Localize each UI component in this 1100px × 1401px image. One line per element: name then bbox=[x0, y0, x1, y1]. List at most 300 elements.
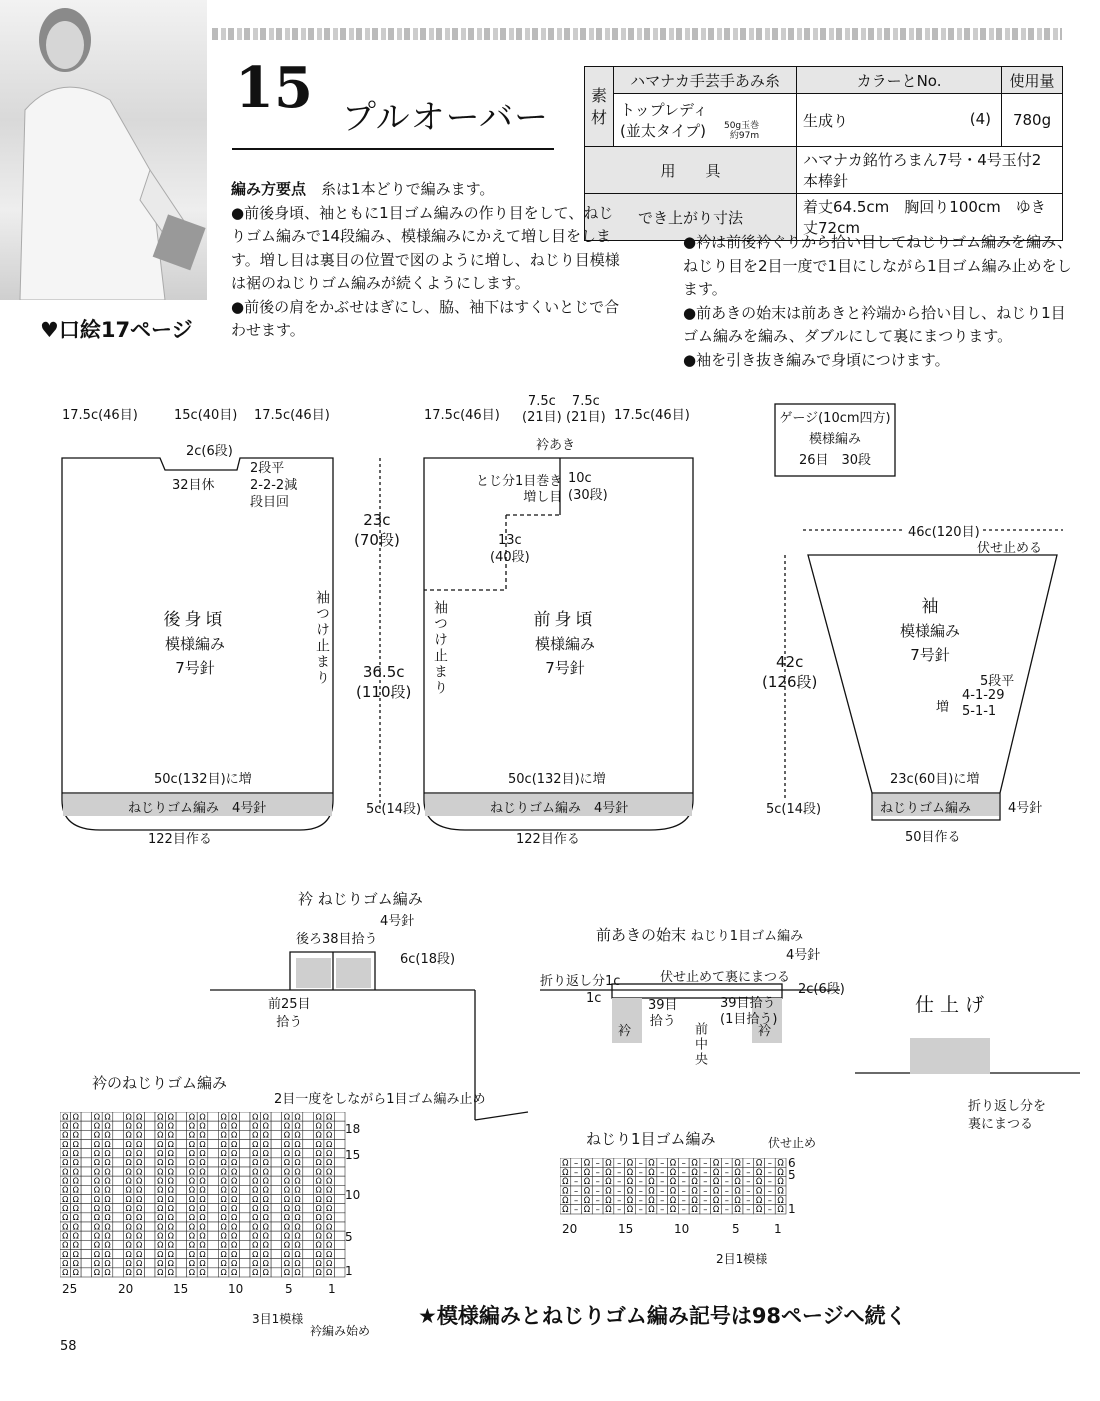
stitch-symbol: Ω bbox=[136, 1267, 143, 1278]
stitch-cell bbox=[176, 1268, 187, 1277]
stitch-symbol: Ω bbox=[72, 1267, 79, 1278]
stitch-symbol: Ω bbox=[315, 1166, 322, 1177]
stitch-cell bbox=[334, 1130, 345, 1139]
stitch-cell bbox=[81, 1250, 92, 1259]
stitch-symbol: – bbox=[660, 1158, 665, 1168]
stitch-symbol: Ω bbox=[691, 1166, 698, 1177]
stitch-symbol: Ω bbox=[62, 1112, 69, 1122]
stitch-cell bbox=[208, 1121, 219, 1130]
stitch-cell bbox=[334, 1158, 345, 1167]
stitch-symbol: Ω bbox=[104, 1267, 111, 1278]
stitch-symbol: Ω bbox=[136, 1221, 143, 1232]
stitch-symbol: Ω bbox=[562, 1194, 569, 1205]
stitch-symbol: Ω bbox=[125, 1157, 132, 1168]
stitch-cell bbox=[208, 1240, 219, 1249]
stitch-symbol: Ω bbox=[167, 1258, 174, 1268]
stitch-symbol: Ω bbox=[188, 1221, 196, 1232]
sleeve-top: 46c(120目) bbox=[905, 521, 983, 540]
stitch-symbol: Ω bbox=[93, 1184, 101, 1195]
stitch-cell bbox=[81, 1195, 92, 1204]
stitch-symbol: Ω bbox=[669, 1204, 677, 1215]
collar-right-band bbox=[336, 958, 371, 988]
stitch-symbol: Ω bbox=[326, 1239, 333, 1250]
stitch-symbol: Ω bbox=[262, 1221, 269, 1232]
stitch-symbol: Ω bbox=[777, 1166, 784, 1177]
stitch-symbol: Ω bbox=[777, 1194, 784, 1205]
stitch-symbol: Ω bbox=[691, 1194, 698, 1205]
stitch-symbol: Ω bbox=[231, 1148, 238, 1158]
collar-col-label: 5 bbox=[285, 1282, 293, 1296]
stitch-symbol: – bbox=[681, 1185, 686, 1196]
stitch-symbol: – bbox=[595, 1185, 600, 1196]
stitch-symbol: Ω bbox=[326, 1221, 333, 1232]
stitch-symbol: Ω bbox=[605, 1166, 612, 1177]
stitch-symbol: Ω bbox=[231, 1239, 238, 1250]
collar-chart-start: 衿編み始め bbox=[310, 1324, 371, 1338]
stitch-symbol: Ω bbox=[326, 1175, 333, 1186]
back-neck-depth: 2c(6段) bbox=[186, 444, 233, 459]
stitch-symbol: Ω bbox=[93, 1138, 101, 1149]
stitch-symbol: Ω bbox=[220, 1166, 227, 1177]
stitch-symbol: Ω bbox=[93, 1112, 101, 1122]
stitch-symbol: Ω bbox=[262, 1193, 269, 1204]
stitch-symbol: Ω bbox=[199, 1148, 206, 1158]
rib-row-label: 1 bbox=[788, 1202, 796, 1216]
stitch-symbol: Ω bbox=[167, 1239, 174, 1250]
stitch-cell bbox=[303, 1130, 314, 1139]
stitch-cell bbox=[113, 1167, 124, 1176]
stitch-symbol: Ω bbox=[283, 1138, 291, 1149]
stitch-symbol: Ω bbox=[72, 1248, 79, 1259]
placket-title: 前あきの始末 ねじり1目ゴム編み bbox=[596, 926, 804, 944]
sleeve-needle: 7号針 bbox=[910, 646, 950, 664]
collar-chart-repeat: 3目1模様 bbox=[252, 1312, 304, 1326]
stitch-symbol: Ω bbox=[626, 1194, 634, 1205]
stitch-symbol: Ω bbox=[252, 1120, 259, 1131]
placket-needle: 4号針 bbox=[786, 948, 821, 963]
gauge-box bbox=[778, 408, 892, 471]
stitch-symbol: – bbox=[681, 1194, 686, 1205]
stitch-cell bbox=[208, 1140, 219, 1149]
stitch-symbol: Ω bbox=[326, 1112, 333, 1122]
stitch-symbol: Ω bbox=[167, 1267, 174, 1278]
stitch-symbol: Ω bbox=[315, 1203, 322, 1213]
stitch-cell bbox=[113, 1195, 124, 1204]
stitch-symbol: Ω bbox=[125, 1138, 132, 1149]
stitch-symbol: Ω bbox=[62, 1157, 69, 1168]
collar-row-label: 15 bbox=[345, 1148, 361, 1162]
stitch-cell bbox=[81, 1240, 92, 1249]
stitch-symbol: Ω bbox=[167, 1120, 174, 1131]
stitch-symbol: Ω bbox=[62, 1193, 69, 1204]
stitch-symbol: Ω bbox=[157, 1267, 164, 1278]
stitch-symbol: Ω bbox=[262, 1148, 269, 1158]
yarn-type: (並太タイプ) bbox=[620, 122, 706, 140]
stitch-symbol: Ω bbox=[220, 1258, 227, 1268]
stitch-cell bbox=[113, 1204, 124, 1213]
stitch-cell bbox=[176, 1222, 187, 1231]
placket-pick-left: 39目 拾う bbox=[648, 998, 678, 1029]
stitch-cell bbox=[239, 1185, 250, 1194]
stitch-symbol: Ω bbox=[188, 1148, 196, 1158]
stitch-cell bbox=[208, 1268, 219, 1277]
stitch-cell bbox=[239, 1240, 250, 1249]
stitch-symbol: Ω bbox=[294, 1157, 301, 1168]
front-top-right: 17.5c(46目) bbox=[614, 408, 690, 423]
stitch-symbol: – bbox=[660, 1185, 665, 1196]
stitch-symbol: Ω bbox=[262, 1175, 269, 1186]
stitch-cell bbox=[81, 1158, 92, 1167]
stitch-symbol: Ω bbox=[755, 1176, 763, 1187]
stitch-symbol: Ω bbox=[72, 1157, 79, 1168]
stitch-symbol: Ω bbox=[157, 1203, 164, 1213]
stitch-symbol: – bbox=[617, 1158, 622, 1168]
stitch-symbol: Ω bbox=[262, 1239, 269, 1250]
stitch-symbol: – bbox=[660, 1194, 665, 1205]
stitch-cell bbox=[81, 1176, 92, 1185]
rib-chart-bind: 伏せ止め bbox=[768, 1136, 817, 1150]
stitch-cell bbox=[271, 1121, 282, 1130]
stitch-cell bbox=[271, 1240, 282, 1249]
stitch-symbol: Ω bbox=[315, 1157, 322, 1168]
stitch-symbol: Ω bbox=[315, 1230, 322, 1241]
stitch-symbol: Ω bbox=[167, 1203, 174, 1213]
stitch-symbol: Ω bbox=[125, 1230, 132, 1241]
stitch-symbol: Ω bbox=[188, 1203, 196, 1213]
stitch-cell bbox=[81, 1222, 92, 1231]
stitch-symbol: Ω bbox=[262, 1129, 269, 1140]
back-h-upper: 23c (70段) bbox=[354, 511, 400, 549]
stitch-symbol: Ω bbox=[755, 1166, 763, 1177]
yarn-name: トップレディ bbox=[620, 101, 708, 119]
pattern-title: プルオーバー bbox=[342, 98, 549, 138]
stitch-symbol: Ω bbox=[167, 1221, 174, 1232]
stitch-cell bbox=[303, 1149, 314, 1158]
stitch-symbol: Ω bbox=[283, 1166, 291, 1177]
stitch-cell bbox=[176, 1121, 187, 1130]
color-name: 生成り bbox=[803, 111, 849, 130]
stitch-symbol: Ω bbox=[72, 1148, 79, 1158]
stitch-symbol: – bbox=[681, 1204, 686, 1215]
rib-col-label: 5 bbox=[732, 1222, 740, 1236]
collar-chart-note: 2目一度をしながら1目ゴム編み止め bbox=[274, 1092, 486, 1107]
stitch-cell bbox=[303, 1268, 314, 1277]
stitch-symbol: – bbox=[595, 1176, 600, 1187]
stitch-symbol: Ω bbox=[315, 1148, 322, 1158]
stitch-symbol: Ω bbox=[157, 1129, 164, 1140]
stitch-symbol: – bbox=[767, 1194, 772, 1205]
stitch-symbol: Ω bbox=[283, 1221, 291, 1232]
stitch-symbol: Ω bbox=[315, 1138, 322, 1149]
stitch-cell bbox=[334, 1231, 345, 1240]
collar-col-label: 25 bbox=[62, 1282, 78, 1296]
stitch-cell bbox=[144, 1204, 155, 1213]
stitch-cell bbox=[239, 1259, 250, 1268]
stitch-symbol: Ω bbox=[262, 1212, 269, 1223]
stitch-cell bbox=[334, 1149, 345, 1158]
stitch-symbol: Ω bbox=[220, 1230, 227, 1241]
stitch-cell bbox=[271, 1250, 282, 1259]
stitch-symbol: Ω bbox=[104, 1138, 111, 1149]
stitch-cell bbox=[208, 1185, 219, 1194]
stitch-symbol: – bbox=[767, 1204, 772, 1215]
back-inc: 50c(132目)に増 bbox=[154, 772, 252, 787]
stitch-symbol: – bbox=[767, 1176, 772, 1187]
stitch-symbol: Ω bbox=[93, 1221, 101, 1232]
stitch-symbol: Ω bbox=[188, 1239, 196, 1250]
stitch-cell bbox=[81, 1130, 92, 1139]
instructions-lead: 糸は1本どりで編みます。 bbox=[321, 180, 495, 198]
stitch-symbol: – bbox=[574, 1194, 579, 1205]
stitch-symbol: – bbox=[767, 1166, 772, 1177]
stitch-symbol: Ω bbox=[104, 1203, 111, 1213]
stitch-symbol: Ω bbox=[93, 1258, 101, 1268]
stitch-symbol: Ω bbox=[62, 1120, 69, 1131]
stitch-symbol: Ω bbox=[220, 1138, 227, 1149]
stitch-symbol: Ω bbox=[283, 1129, 291, 1140]
stitch-symbol: Ω bbox=[62, 1175, 69, 1186]
back-rib-height: 5c(14段) bbox=[366, 802, 422, 817]
back-rib: ねじりゴム編み 4号針 bbox=[128, 801, 267, 816]
stitch-symbol: Ω bbox=[125, 1239, 132, 1250]
stitch-symbol: Ω bbox=[104, 1248, 111, 1259]
stitch-symbol: – bbox=[617, 1166, 622, 1177]
stitch-cell bbox=[144, 1195, 155, 1204]
stitch-symbol: Ω bbox=[315, 1258, 322, 1268]
back-needle: 7号針 bbox=[175, 659, 215, 677]
stitch-cell bbox=[208, 1250, 219, 1259]
stitch-cell bbox=[208, 1222, 219, 1231]
stitch-symbol: Ω bbox=[315, 1112, 322, 1122]
stitch-cell bbox=[271, 1222, 282, 1231]
stitch-symbol: Ω bbox=[104, 1112, 111, 1122]
stitch-cell bbox=[144, 1240, 155, 1249]
instructions-lead-label: 編み方要点 bbox=[231, 180, 307, 198]
gauge-title: ゲージ(10cm四方) bbox=[779, 411, 891, 426]
collar-left-band bbox=[296, 958, 331, 988]
stitch-symbol: Ω bbox=[252, 1138, 259, 1149]
stitch-symbol: Ω bbox=[72, 1184, 79, 1195]
stitch-symbol: – bbox=[595, 1166, 600, 1177]
stitch-cell bbox=[113, 1112, 124, 1121]
stitch-cell bbox=[208, 1259, 219, 1268]
back-top-right: 17.5c(46目) bbox=[254, 408, 330, 423]
stitch-symbol: Ω bbox=[104, 1166, 111, 1177]
stitch-symbol: Ω bbox=[199, 1203, 206, 1213]
stitch-symbol: Ω bbox=[583, 1158, 591, 1168]
stitch-symbol: Ω bbox=[167, 1157, 174, 1168]
stitch-symbol: Ω bbox=[283, 1157, 291, 1168]
stitch-symbol: Ω bbox=[648, 1185, 655, 1196]
stitch-symbol: Ω bbox=[104, 1221, 111, 1232]
stitch-symbol: Ω bbox=[283, 1193, 291, 1204]
collar-row-label: 10 bbox=[345, 1188, 361, 1202]
rib-chart-repeat: 2目1模様 bbox=[716, 1252, 768, 1266]
stitch-symbol: Ω bbox=[220, 1212, 227, 1223]
stitch-symbol: Ω bbox=[93, 1175, 101, 1186]
stitch-symbol: Ω bbox=[62, 1248, 69, 1259]
stitch-symbol: Ω bbox=[157, 1258, 164, 1268]
stitch-symbol: Ω bbox=[199, 1129, 206, 1140]
stitch-symbol: Ω bbox=[220, 1239, 227, 1250]
stitch-cell bbox=[303, 1240, 314, 1249]
stitch-symbol: Ω bbox=[315, 1212, 322, 1223]
stitch-cell bbox=[303, 1250, 314, 1259]
stitch-cell bbox=[271, 1176, 282, 1185]
stitch-cell bbox=[144, 1213, 155, 1222]
stitch-symbol: Ω bbox=[231, 1120, 238, 1131]
stitch-cell bbox=[303, 1176, 314, 1185]
stitch-symbol: Ω bbox=[252, 1221, 259, 1232]
stitch-symbol: Ω bbox=[712, 1204, 720, 1215]
sleeve-inc-rates: 4-1-29 5-1-1 bbox=[962, 688, 1005, 719]
stitch-symbol: Ω bbox=[252, 1166, 259, 1177]
stitch-symbol: Ω bbox=[104, 1230, 111, 1241]
stitch-symbol: Ω bbox=[220, 1175, 227, 1186]
stitch-symbol: Ω bbox=[252, 1267, 259, 1278]
stitch-symbol: Ω bbox=[294, 1138, 301, 1149]
stitch-symbol: Ω bbox=[199, 1212, 206, 1223]
stitch-symbol: Ω bbox=[252, 1129, 259, 1140]
stitch-cell bbox=[303, 1213, 314, 1222]
collar-chart-row-labels bbox=[345, 1112, 375, 1282]
stitch-cell bbox=[208, 1158, 219, 1167]
stitch-symbol: Ω bbox=[125, 1175, 132, 1186]
stitch-symbol: Ω bbox=[315, 1248, 322, 1259]
placket-collar-left: 衿 bbox=[618, 1024, 632, 1039]
stitch-symbol: Ω bbox=[315, 1175, 322, 1186]
collar-col-label: 10 bbox=[228, 1282, 244, 1296]
stitch-symbol: – bbox=[746, 1176, 751, 1187]
stitch-symbol: Ω bbox=[157, 1184, 164, 1195]
stitch-symbol: Ω bbox=[199, 1138, 206, 1149]
stitch-symbol: Ω bbox=[294, 1193, 301, 1204]
collar-height: 6c(18段) bbox=[400, 952, 456, 967]
stitch-symbol: Ω bbox=[220, 1184, 227, 1195]
stitch-symbol: Ω bbox=[167, 1230, 174, 1241]
stitch-symbol: Ω bbox=[220, 1221, 227, 1232]
stitch-cell bbox=[208, 1112, 219, 1121]
stitch-cell bbox=[81, 1259, 92, 1268]
stitch-symbol: Ω bbox=[104, 1129, 111, 1140]
stitch-cell bbox=[144, 1140, 155, 1149]
stitch-symbol: Ω bbox=[62, 1184, 69, 1195]
stitch-symbol: – bbox=[724, 1176, 729, 1187]
stitch-symbol: Ω bbox=[294, 1120, 301, 1131]
stitch-cell bbox=[144, 1268, 155, 1277]
stitch-symbol: – bbox=[724, 1204, 729, 1215]
yarn-spec: 50g玉巻 約97m bbox=[723, 120, 760, 141]
stitch-symbol: Ω bbox=[583, 1194, 591, 1205]
stitch-cell bbox=[113, 1149, 124, 1158]
stitch-cell bbox=[334, 1259, 345, 1268]
stitch-symbol: Ω bbox=[125, 1129, 132, 1140]
placket-one-c: 1c bbox=[586, 991, 602, 1006]
stitch-cell bbox=[271, 1231, 282, 1240]
stitch-cell bbox=[144, 1121, 155, 1130]
stitch-cell bbox=[208, 1167, 219, 1176]
stitch-symbol: Ω bbox=[562, 1204, 569, 1215]
continue-note: ★模様編みとねじりゴム編み記号は98ページへ続く bbox=[418, 1304, 907, 1328]
instruction-p2: ●前後の肩をかぶせはぎにし、脇、袖下はすくいとじで合わせます。 bbox=[231, 297, 620, 339]
front-top-m2: 7.5c (21目) bbox=[566, 394, 606, 425]
finish-note: 折り返し分を 裏にまつる bbox=[968, 1099, 1047, 1132]
back-neck-dec: 2段平 2-2-2減 段目回 bbox=[250, 461, 298, 510]
stitch-symbol: Ω bbox=[755, 1204, 763, 1215]
rib-chart-col-labels bbox=[560, 1222, 800, 1242]
stitch-symbol: Ω bbox=[252, 1112, 259, 1122]
stitch-symbol: Ω bbox=[669, 1185, 677, 1196]
rib-chart-row-labels bbox=[788, 1156, 818, 1216]
stitch-symbol: Ω bbox=[199, 1230, 206, 1241]
stitch-symbol: Ω bbox=[136, 1248, 143, 1259]
stitch-symbol: Ω bbox=[72, 1212, 79, 1223]
stitch-symbol: Ω bbox=[755, 1158, 763, 1168]
stitch-symbol: Ω bbox=[136, 1138, 143, 1149]
placket-collar-right: 衿 bbox=[758, 1024, 772, 1039]
stitch-symbol: Ω bbox=[231, 1267, 238, 1278]
stitch-cell bbox=[208, 1149, 219, 1158]
stitch-symbol: Ω bbox=[62, 1267, 69, 1278]
stitch-symbol: Ω bbox=[252, 1157, 259, 1168]
stitch-symbol: Ω bbox=[262, 1120, 269, 1131]
stitch-symbol: Ω bbox=[188, 1120, 196, 1131]
stitch-symbol: – bbox=[638, 1158, 643, 1168]
stitch-symbol: – bbox=[574, 1158, 579, 1168]
stitch-cell bbox=[176, 1195, 187, 1204]
stitch-symbol: Ω bbox=[93, 1120, 101, 1131]
material-label: 素材 bbox=[585, 67, 614, 147]
stitch-symbol: Ω bbox=[669, 1166, 677, 1177]
stitch-symbol: Ω bbox=[125, 1258, 132, 1268]
front-neck-open: 衿あき bbox=[536, 438, 576, 453]
stitch-symbol: Ω bbox=[231, 1184, 238, 1195]
stitch-cell bbox=[239, 1195, 250, 1204]
stitch-symbol: Ω bbox=[157, 1138, 164, 1149]
stitch-symbol: Ω bbox=[188, 1258, 196, 1268]
stitch-symbol: Ω bbox=[231, 1203, 238, 1213]
stitch-symbol: Ω bbox=[157, 1212, 164, 1223]
stitch-symbol: Ω bbox=[648, 1158, 655, 1168]
stitch-cell bbox=[239, 1121, 250, 1130]
stitch-symbol: Ω bbox=[72, 1230, 79, 1241]
collar-title: 衿 ねじりゴム編み bbox=[298, 890, 423, 908]
stitch-cell bbox=[271, 1213, 282, 1222]
stitch-cell bbox=[144, 1112, 155, 1121]
stitch-symbol: – bbox=[574, 1204, 579, 1215]
stitch-symbol: Ω bbox=[231, 1230, 238, 1241]
stitch-symbol: Ω bbox=[294, 1248, 301, 1259]
stitch-symbol: Ω bbox=[136, 1120, 143, 1131]
stitch-symbol: Ω bbox=[157, 1239, 164, 1250]
stitch-symbol: Ω bbox=[167, 1166, 174, 1177]
stitch-symbol: Ω bbox=[125, 1267, 132, 1278]
stitch-symbol: Ω bbox=[104, 1193, 111, 1204]
stitch-symbol: – bbox=[767, 1158, 772, 1168]
stitch-symbol: Ω bbox=[734, 1204, 741, 1215]
stitch-symbol: Ω bbox=[62, 1230, 69, 1241]
stitch-symbol: Ω bbox=[199, 1184, 206, 1195]
stitch-symbol: Ω bbox=[167, 1193, 174, 1204]
stitch-cell bbox=[113, 1259, 124, 1268]
stitch-cell bbox=[303, 1231, 314, 1240]
sleeve-inc-label: 増 bbox=[936, 700, 950, 715]
stitch-symbol: Ω bbox=[231, 1221, 238, 1232]
stitch-symbol: Ω bbox=[93, 1157, 101, 1168]
back-sleeve-stop: 袖つけ止まり bbox=[314, 590, 330, 686]
stitch-symbol: Ω bbox=[199, 1157, 206, 1168]
stitch-cell bbox=[113, 1250, 124, 1259]
